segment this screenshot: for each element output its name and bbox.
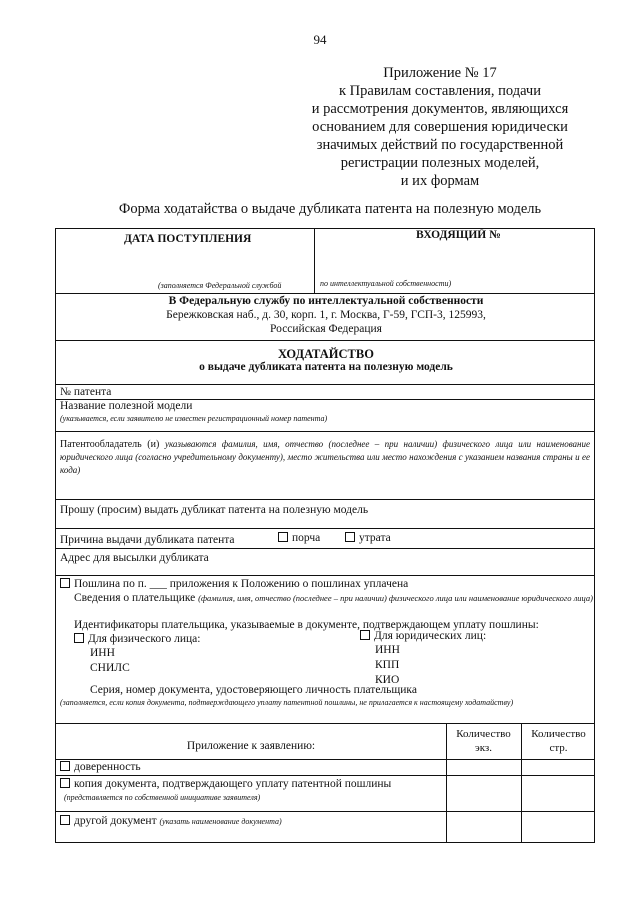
fee-paid-label: Пошлина по п. ___ приложения к Положению о пошлинах уплачена bbox=[74, 578, 409, 590]
other-document-label: другой документ bbox=[74, 815, 157, 827]
reason-loss-checkbox[interactable] bbox=[345, 532, 355, 542]
attachment-row-fee-copy[interactable] bbox=[60, 778, 391, 790]
payer-ids-label: Идентификаторы плательщика, указываемые в документе, подтверждающем уплату пошлины: bbox=[74, 619, 539, 631]
appendix-line: и их формам bbox=[400, 173, 480, 189]
addressee-line3: Российская Федерация bbox=[270, 323, 382, 335]
patent-number-field[interactable]: № патента bbox=[60, 386, 112, 398]
attachment-row-power-of-attorney[interactable] bbox=[60, 761, 141, 773]
appendix-line: основанием для совершения юридически bbox=[312, 119, 568, 135]
appendix-heading bbox=[290, 64, 590, 190]
payer-label: Сведения о плательщике bbox=[74, 592, 196, 604]
kpp-field[interactable]: КПП bbox=[375, 659, 400, 671]
divider bbox=[56, 759, 594, 760]
fee-copy-checkbox[interactable] bbox=[60, 778, 70, 788]
form-title: Форма ходатайства о выдаче дубликата патента на полезную модель bbox=[118, 201, 542, 217]
power-of-attorney-checkbox[interactable] bbox=[60, 761, 70, 771]
divider bbox=[56, 293, 594, 294]
legal-entity-option[interactable] bbox=[360, 630, 486, 642]
payer-info[interactable] bbox=[74, 592, 593, 604]
divider bbox=[56, 431, 594, 432]
identity-document-note: (заполняется, если копия документа, подтверждающего уплату патентной пошлины, не прилагается к настоящему ходатайству) bbox=[60, 698, 514, 707]
patent-holder-field[interactable] bbox=[60, 438, 590, 477]
divider bbox=[56, 340, 594, 341]
divider bbox=[56, 811, 594, 812]
other-document-note: (указать наименование документа) bbox=[159, 817, 282, 826]
divider bbox=[56, 528, 594, 529]
reason-loss-label: утрата bbox=[359, 532, 391, 544]
date-received-label: ДАТА ПОСТУПЛЕНИЯ bbox=[124, 233, 252, 245]
divider bbox=[56, 575, 594, 576]
header-note-right: по интеллектуальной собственности) bbox=[320, 279, 452, 288]
fee-line[interactable] bbox=[60, 578, 408, 590]
reason-loss-option[interactable] bbox=[345, 532, 391, 544]
pages-column-header: Количество стр. bbox=[531, 728, 586, 754]
reason-damage-option[interactable] bbox=[278, 532, 320, 544]
divider bbox=[56, 499, 594, 500]
physical-person-checkbox[interactable] bbox=[74, 633, 84, 643]
payer-note: (фамилия, имя, отчество (последнее – при наличии) физического лица или наименование юридического лица) bbox=[198, 593, 593, 603]
page-number: 94 bbox=[313, 32, 327, 47]
addressee-line1: В Федеральную службу по интеллектуальной собственности bbox=[168, 295, 484, 307]
petition-subtitle: о выдаче дубликата патента на полезную модель bbox=[199, 361, 453, 373]
petition-form bbox=[55, 228, 595, 843]
fee-paid-checkbox[interactable] bbox=[60, 578, 70, 588]
header-divider bbox=[314, 229, 315, 294]
appendix-line: Приложение № 17 bbox=[383, 65, 497, 81]
header-note-left: (заполняется Федеральной службой bbox=[158, 281, 282, 290]
legal-entity-checkbox[interactable] bbox=[360, 630, 370, 640]
model-name-note: (указывается, если заявителю не известен регистрационный номер патента) bbox=[60, 414, 328, 423]
mailing-address-field[interactable]: Адрес для высылки дубликата bbox=[60, 552, 209, 564]
attach-col-divider-1 bbox=[446, 723, 447, 843]
snils-field[interactable]: СНИЛС bbox=[90, 662, 130, 674]
other-document-checkbox[interactable] bbox=[60, 815, 70, 825]
identity-document-field[interactable]: Серия, номер документа, удостоверяющего личность плательщика bbox=[90, 684, 417, 696]
reason-label: Причина выдачи дубликата патента bbox=[60, 534, 235, 546]
request-text: Прошу (просим) выдать дубликат патента на полезную модель bbox=[60, 504, 369, 516]
patent-holder-note: указываются фамилия, имя, отчество (последнее – при наличии) физического лица или наименование юридического лица (согласно учредительному документу), место жительства или место нахождения с указанием названия страны и ее кода) bbox=[60, 439, 591, 475]
petition-title: ХОДАТАЙСТВО bbox=[278, 347, 374, 361]
power-of-attorney-label: доверенность bbox=[74, 761, 141, 773]
fee-copy-note: (представляется по собственной инициативе заявителя) bbox=[64, 793, 261, 802]
attach-col-divider-2 bbox=[521, 723, 522, 843]
reason-damage-label: порча bbox=[292, 532, 321, 544]
attachment-row-other-document[interactable] bbox=[60, 815, 282, 827]
divider bbox=[56, 548, 594, 549]
appendix-line: к Правилам составления, подачи bbox=[339, 83, 541, 99]
appendix-line: и рассмотрения документов, являющихся bbox=[311, 101, 569, 117]
addressee-line2: Бережковская наб., д. 30, корп. 1, г. Москва, Г-59, ГСП-3, 125993, bbox=[166, 309, 486, 321]
legal-entity-label: Для юридических лиц: bbox=[374, 630, 487, 642]
reason-damage-checkbox[interactable] bbox=[278, 532, 288, 542]
divider bbox=[56, 384, 594, 385]
appendix-line: значимых действий по государственной bbox=[316, 137, 564, 153]
incoming-number-label: ВХОДЯЩИЙ № bbox=[416, 229, 501, 241]
inn-legal-field[interactable]: ИНН bbox=[375, 644, 400, 656]
attachments-header: Приложение к заявлению: bbox=[186, 740, 316, 752]
model-name-field[interactable]: Название полезной модели bbox=[60, 400, 193, 412]
appendix-line: регистрации полезных моделей, bbox=[340, 155, 540, 171]
fee-copy-label: копия документа, подтверждающего уплату патентной пошлины bbox=[74, 778, 392, 790]
physical-person-label: Для физического лица: bbox=[88, 633, 201, 645]
divider bbox=[56, 775, 594, 776]
divider bbox=[56, 723, 594, 724]
kio-field[interactable]: КИО bbox=[375, 674, 400, 686]
inn-physical-field[interactable]: ИНН bbox=[90, 647, 115, 659]
copies-column-header: Количество экз. bbox=[456, 728, 511, 754]
patent-holder-label: Патентообладатель (и) bbox=[60, 439, 160, 450]
physical-person-option[interactable] bbox=[74, 633, 200, 645]
